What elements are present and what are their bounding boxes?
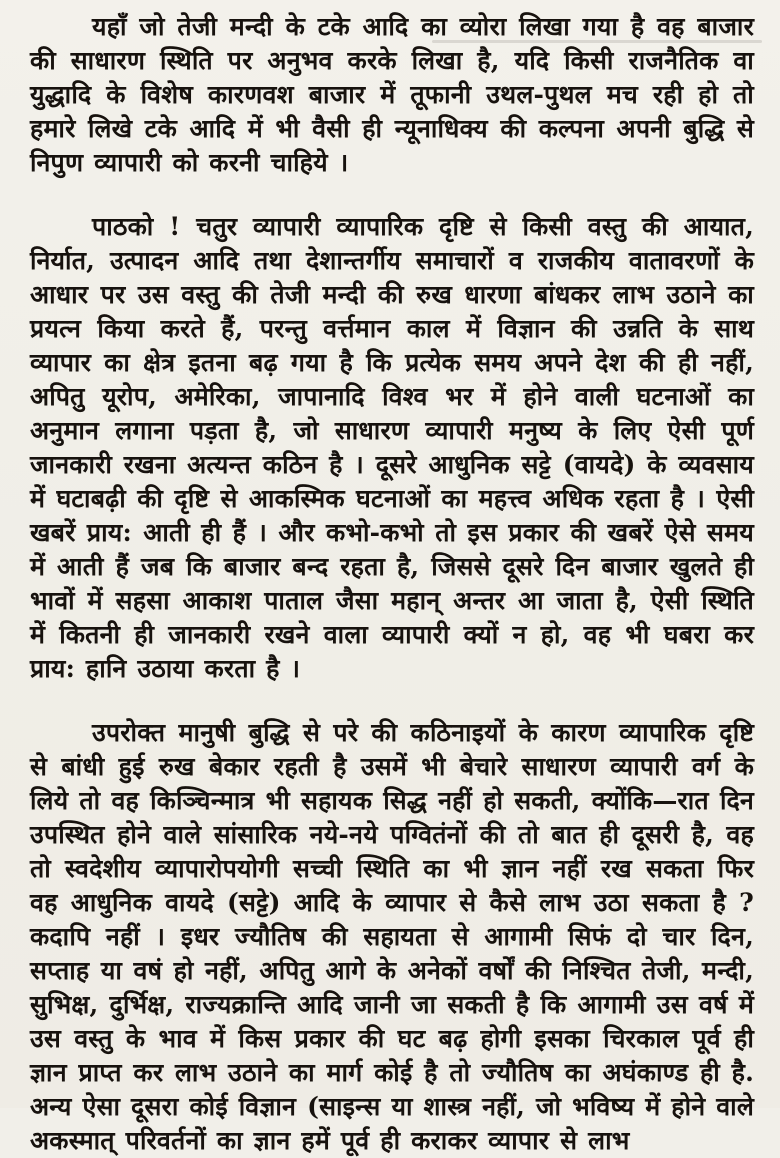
- paragraph-readers-address: पाठको ! चतुर व्यापारी व्यापारिक दृष्टि से किसी वस्तु की आयात, निर्यात, उत्पादन आदि तथा देशान्तर्गीय समाचारों व राजकीय वातावरणों के आधार पर उस वस्तु की तेजी मन्दी की रुख धारणा बांधकर लाभ उठाने का प्रयत्न किया करते हैं, परन्तु वर्त्तमान काल में विज्ञान की उन्नति के साथ व्यापार का क्षेत्र इतना बढ़ गया है कि प्रत्येक समय अपने देश की ही नहीं, अपितु यूरोप, अमेरिका, जापानादि विश्व भर में होने वाली घटनाओं का अनुमान लगाना पड़ता है, जो साधारण व्यापारी मनुष्य के लिए ऐसी पूर्ण जानकारी रखना अत्यन्त कठिन है । दूसरे आधुनिक सट्टे (वायदे) के व्यवसाय में घटाबढ़ी की दृष्टि से आकस्मिक घटनाओं का महत्त्व अधिक रहता है । ऐसी खबरें प्राय: आती ही हैं । और कभो-कभो तो इस प्रकार की खबरें ऐसे समय में आती हैं जब कि बाजार बन्द रहता है, जिससे दूसरे दिन बाजार खुलते ही भावों में सहसा आकाश पाताल जैसा महान् अन्तर आ जाता है, ऐसी स्थिति में कितनी ही जानकारी रखने वाला व्यापारी क्यों न हो, वह भी घबरा कर प्राय: हानि उठाया करता है ।: [30, 212, 754, 683]
- paragraph-astrology-benefit: उपरोक्त मानुषी बुद्धि से परे की कठिनाइयों के कारण व्यापारिक दृष्टि से बांधी हुई रुख बेकार रहती है उसमें भी बेचारे साधारण व्यापारी वर्ग के लिये तो वह किञ्चिन्मात्र भी सहायक सिद्ध नहीं हो सकती, क्योंकि—रात दिन उपस्थित होने वाले सांसारिक नये-नये पग्वितंनों की तो बात ही दूसरी है, वह तो स्वदेशीय व्यापारोपयोगी सच्ची स्थिति का भी ज्ञान नहीं रख सकता फिर वह आधुनिक वायदे (सट्टे) आदि के व्यापार से कैसे लाभ उठा सकता है ? कदापि नहीं । इधर ज्यौतिष की सहायता से आगामी सिफं दो चार दिन, सप्ताह या वषं हो नहीं, अपितु आगे के अनेकों वर्षों की निश्चित तेजी, मन्दी, सुभिक्ष, दुर्भिक्ष, राज्यक्रान्ति आदि जानी जा सकती है कि आगामी उस वर्ष में उस वस्तु के भाव में किस प्रकार की घट बढ़ होगी इसका चिरकाल पूर्व ही ज्ञान प्राप्त कर लाभ उठाने का मार्ग कोई है तो ज्यौतिष का अघंकाण्ड ही है. अन्य ऐसा दूसरा कोई विज्ञान (साइन्स या शास्त्र नहीं, जो भविष्य में होने वाले अकस्मात् परिवर्तनों का ज्ञान हमें पूर्व ही कराकर व्यापार से लाभ: [30, 718, 754, 1155]
- paragraph-market-note: यहाँ जो तेजी मन्दी के टके आदि का व्योरा लिखा गया है वह बाजार की साधारण स्थिति पर अनुभव करके लिखा है, यदि किसी राजनैतिक वा युद्धादि के विशेष कारणवश बाजार में तूफानी उथल-पुथल मच रही हो तो हमारे लिखे टके आदि में भी वैसी ही न्यूनाधिक्य की कल्पना अपनी बुद्धि से निपुण व्यापारी को करनी चाहिये ।: [30, 12, 754, 177]
